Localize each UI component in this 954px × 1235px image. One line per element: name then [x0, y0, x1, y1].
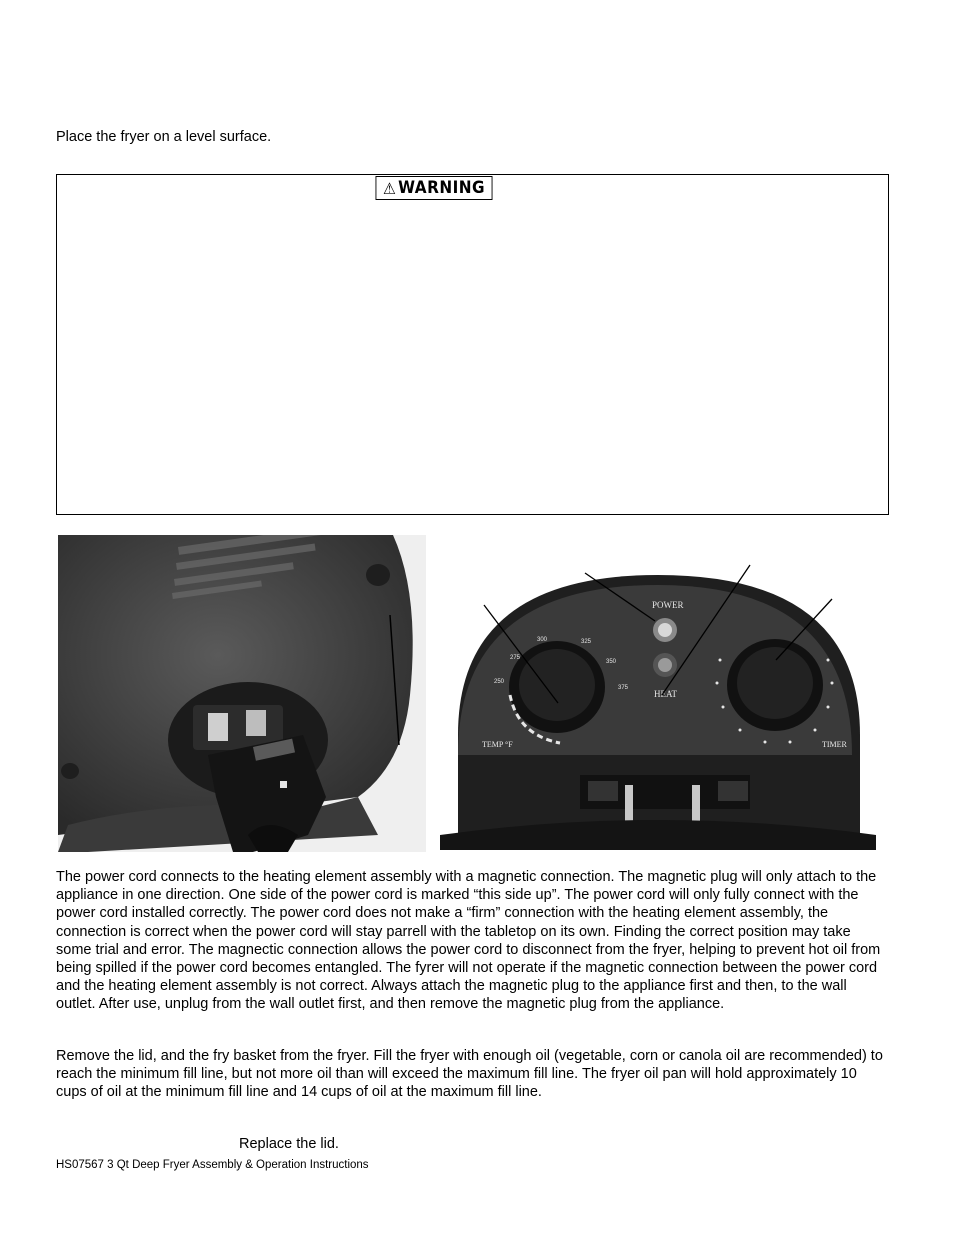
control-panel-photo — [440, 535, 876, 850]
warning-triangle-icon: ⚠ — [383, 178, 397, 198]
page-footer: HS07567 3 Qt Deep Fryer Assembly & Operation Instructions — [56, 1159, 369, 1171]
warning-badge — [376, 176, 493, 200]
replace-lid-text: Replace the lid. — [239, 1136, 339, 1152]
temp-tick: 300 — [537, 637, 548, 643]
oil-fill-paragraph: Remove the lid, and the fry basket from the fryer. Fill the fryer with enough oil (vegetable, corn or canola oil are recommended) to reach the minimum fill line, but not more oil than will exceed the maximum fill line. The fryer oil pan will hold approximately 10 cups of oil at the minimum fill line and 14 cups of oil at the maximum fill line. — [56, 1048, 883, 1101]
warning-label: WARNING — [398, 178, 485, 198]
magnetic-plug-photo — [58, 535, 426, 852]
timer-label: TIMER — [822, 740, 847, 749]
power-label: POWER — [652, 600, 684, 610]
temp-tick: 250 — [494, 679, 505, 685]
temp-tick: 275 — [510, 655, 521, 661]
warning-box — [56, 174, 889, 515]
intro-text: Place the fryer on a level surface. — [56, 129, 272, 145]
heat-label: HEAT — [654, 689, 677, 699]
temp-tick: 350 — [606, 659, 617, 665]
temp-label: TEMP °F — [482, 740, 513, 749]
temp-tick: 325 — [581, 639, 592, 645]
temp-tick: 375 — [618, 685, 629, 691]
magnetic-connection-paragraph: The power cord connects to the heating element assembly with a magnetic connection. The magnetic plug will only attach to the appliance in one direction. One side of the power cord is marked “this side up”. The power cord will only fully connect with the power cord installed correctly. The power cord does not make a “firm” connection with the heating element assembly, the connection is correct when the power cord will stay parrell with the tabletop on its own. Finding the correct position may take some trial and error. The magnectic connection allows the power cord to disconnect from the fryer, helping to prevent hot oil from being spilled if the power cord becomes entangled. The fyrer will not operate if the magnetic connection between the power cord and the heating element assembly is not correct. Always attach the magnetic plug to the appliance first and then, to the wall outlet. After use, unplug from the wall outlet first, and then remove the magnetic plug from the appliance. — [56, 869, 881, 1013]
